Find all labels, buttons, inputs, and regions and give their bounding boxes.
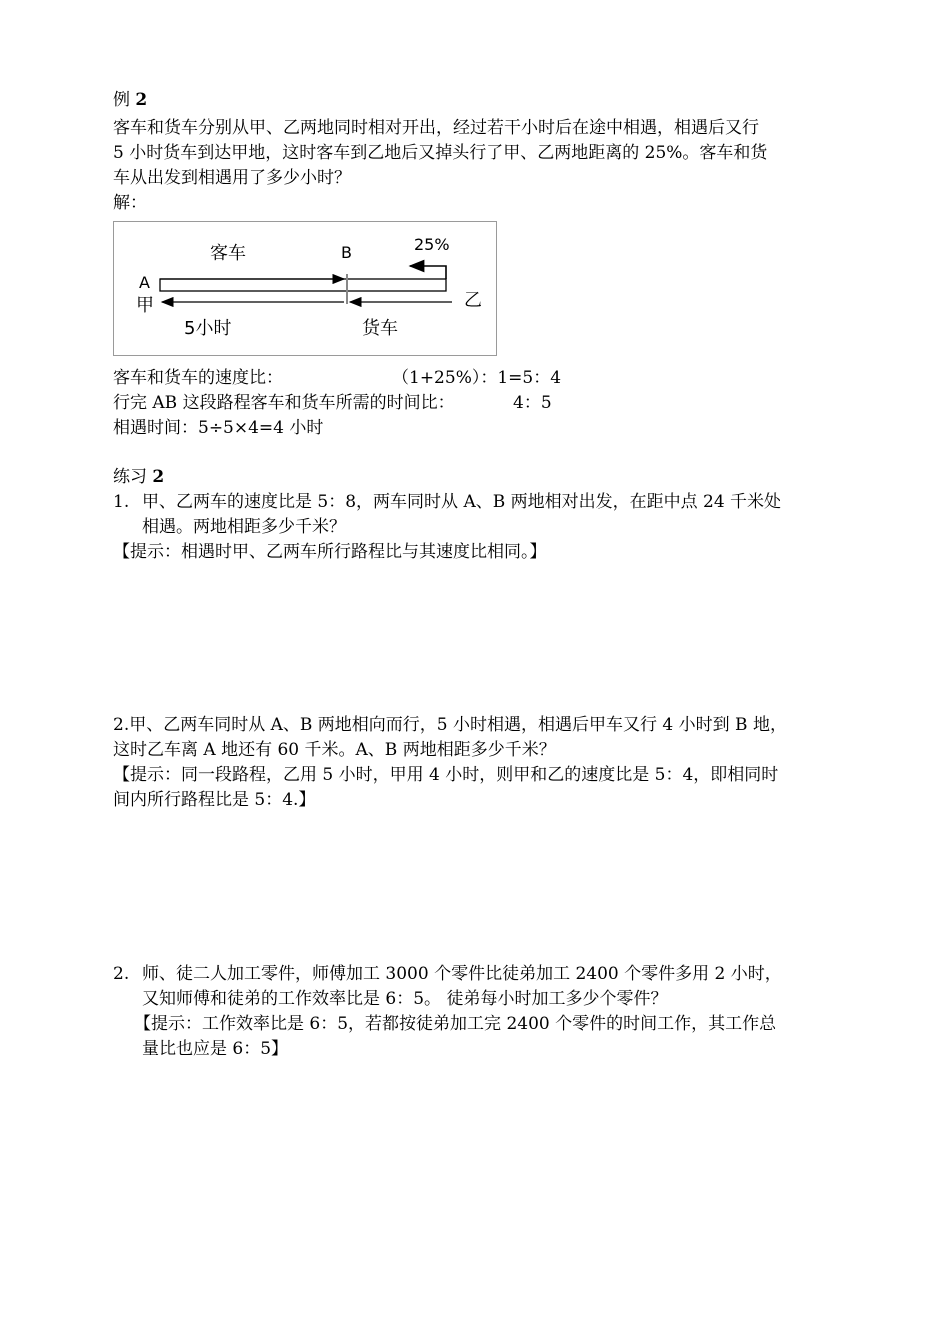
q2-line-3: 【提示：同一段路程，乙用 5 小时，甲用 4 小时，则甲和乙的速度比是 5：4，即相同时 — [113, 765, 779, 785]
q3-number: 2. — [113, 964, 130, 984]
q3-line-1: 师、徒二人加工零件，师傅加工 3000 个零件比徒弟加工 2400 个零件多用 2 小时， — [142, 964, 782, 984]
label-jia: 甲 — [136, 295, 154, 316]
speed-ratio-label: 客车和货车的速度比： — [113, 368, 283, 388]
q1-number: 1. — [113, 492, 130, 512]
q3-line-2: 又知师傅和徒弟的工作效率比是 6：5。 徒弟每小时加工多少个零件？ — [142, 989, 668, 1009]
practice-heading — [113, 465, 164, 489]
label-a: A — [139, 273, 150, 292]
label-keche: 客车 — [210, 243, 246, 264]
example-number: 2 — [135, 90, 148, 110]
q1-line-1: 甲、乙两车的速度比是 5：8，两车同时从 A、B 两地相对出发，在距中点 24 千米处 — [142, 492, 782, 512]
example-problem-line-3: 车从出发到相遇用了多少小时？ — [113, 168, 351, 188]
example-heading — [113, 88, 147, 112]
label-five-hours: 5小时 — [184, 318, 232, 339]
return-25-arrow — [410, 266, 446, 279]
q3-hint-line-1: 【提示：工作效率比是 6：5，若都按徒弟加工完 2400 个零件的时间工作，其工作总 — [134, 1014, 777, 1034]
q1-hint: 【提示：相遇时甲、乙两车所行路程比与其速度比相同。】 — [113, 542, 547, 562]
q2-line-2: 这时乙车离 A 地还有 60 千米。A、B 两地相距多少千米？ — [113, 740, 556, 760]
route-diagram — [113, 221, 497, 356]
solution-label: 解： — [113, 193, 147, 213]
time-ratio-value: 4：5 — [513, 393, 552, 413]
label-25-percent: 25% — [414, 235, 450, 254]
meet-time: 相遇时间：5÷5×4=4 小时 — [113, 418, 324, 438]
route-diagram-svg — [114, 222, 498, 357]
q2-line-4: 间内所行路程比是 5：4.】 — [113, 790, 316, 810]
label-huoche: 货车 — [362, 318, 398, 339]
practice-number: 2 — [152, 467, 165, 487]
route-bar — [160, 279, 446, 291]
example-heading-text: 例 — [113, 90, 130, 110]
q2-line-1: 2.甲、乙两车同时从 A、B 两地相向而行，5 小时相遇，相遇后甲车又行 4 小时到 B 地， — [113, 715, 787, 735]
label-b: B — [341, 243, 352, 262]
label-yi: 乙 — [464, 290, 482, 311]
practice-heading-text: 练习 — [113, 467, 147, 487]
time-ratio-label: 行完 AB 这段路程客车和货车所需的时间比： — [113, 393, 455, 413]
speed-ratio-value: （1+25%）：1=5：4 — [392, 368, 562, 388]
example-problem-line-2: 5 小时货车到达甲地，这时客车到乙地后又掉头行了甲、乙两地距离的 25%。客车和货 — [113, 143, 768, 163]
example-problem-line-1: 客车和货车分别从甲、乙两地同时相对开出，经过若干小时后在途中相遇，相遇后又行 — [113, 118, 759, 138]
q3-hint-line-2: 量比也应是 6：5】 — [142, 1039, 289, 1059]
q1-line-2: 相遇。两地相距多少千米？ — [142, 517, 346, 537]
